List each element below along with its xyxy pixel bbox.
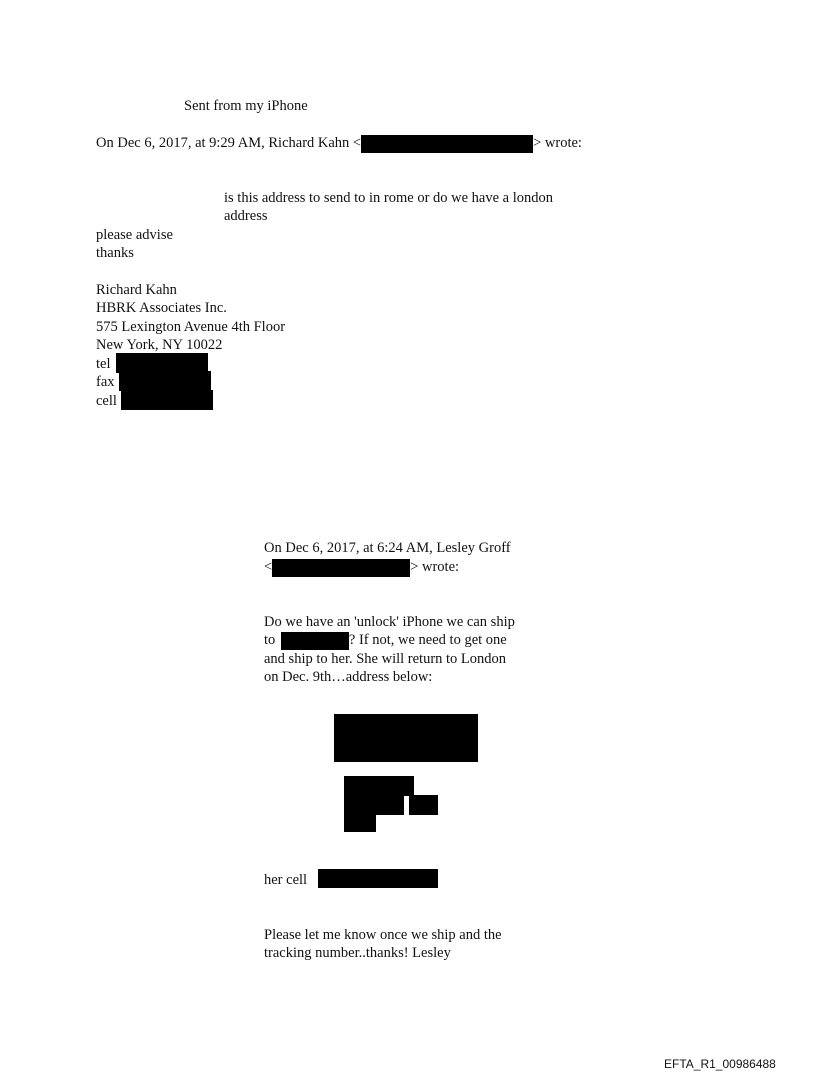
redacted-name [281,632,349,650]
signature-name: Richard Kahn [96,282,177,298]
redacted-address-line [344,814,376,832]
quoted-body-line: Do we have an 'unlock' iPhone we can ship [264,614,515,630]
signature-tel-label: tel [96,356,111,372]
redacted-her-cell [318,869,438,888]
redacted-email [361,135,533,153]
quoted-body-line [264,631,507,650]
reply-body-line: address [224,208,268,224]
redacted-address-line [344,776,414,796]
redacted-email [272,559,410,577]
her-cell-label: her cell [264,872,308,888]
quoted-body-line: and ship to her. She will return to London [264,651,507,667]
signature-city: New York, NY 10022 [96,337,223,353]
redacted-tel [116,353,208,373]
sent-from-iphone: Sent from my iPhone [184,98,308,114]
signature-company: HBRK Associates Inc. [96,300,227,316]
closing-line: Please let me know once we ship and the [264,927,502,943]
quoted-header-line: On Dec 6, 2017, at 6:24 AM, Lesley Groff [264,540,511,556]
quoted-header-suffix: > wrote: [410,559,460,575]
redacted-address-block [334,714,478,762]
reply-header-suffix: > wrote: [533,135,582,151]
signature-fax-label: fax [96,374,115,390]
quoted-body-prefix: to [264,632,276,648]
reply-body-line: thanks [96,245,134,261]
redacted-cell [121,390,213,410]
reply-body-line: is this address to send to in rome or do we have a london [224,190,554,206]
quoted-body-line: on Dec. 9th…address below: [264,669,433,685]
redacted-address-line [344,795,404,815]
reply-body-line: please advise [96,227,173,243]
quoted-body-suffix: ? If not, we need to get one [348,632,507,648]
quoted-header-prefix: < [264,559,273,575]
redacted-fax [119,371,211,391]
reply-header [96,134,582,153]
signature-street: 575 Lexington Avenue 4th Floor [96,319,286,335]
signature-cell-label: cell [96,393,117,409]
document-id: EFTA_R1_00986488 [664,1057,776,1071]
closing-line: tracking number..thanks! Lesley [264,945,451,961]
reply-header-prefix: On Dec 6, 2017, at 9:29 AM, Richard Kahn < [96,135,362,151]
redacted-address-line [409,795,438,815]
quoted-header-line [264,558,459,577]
